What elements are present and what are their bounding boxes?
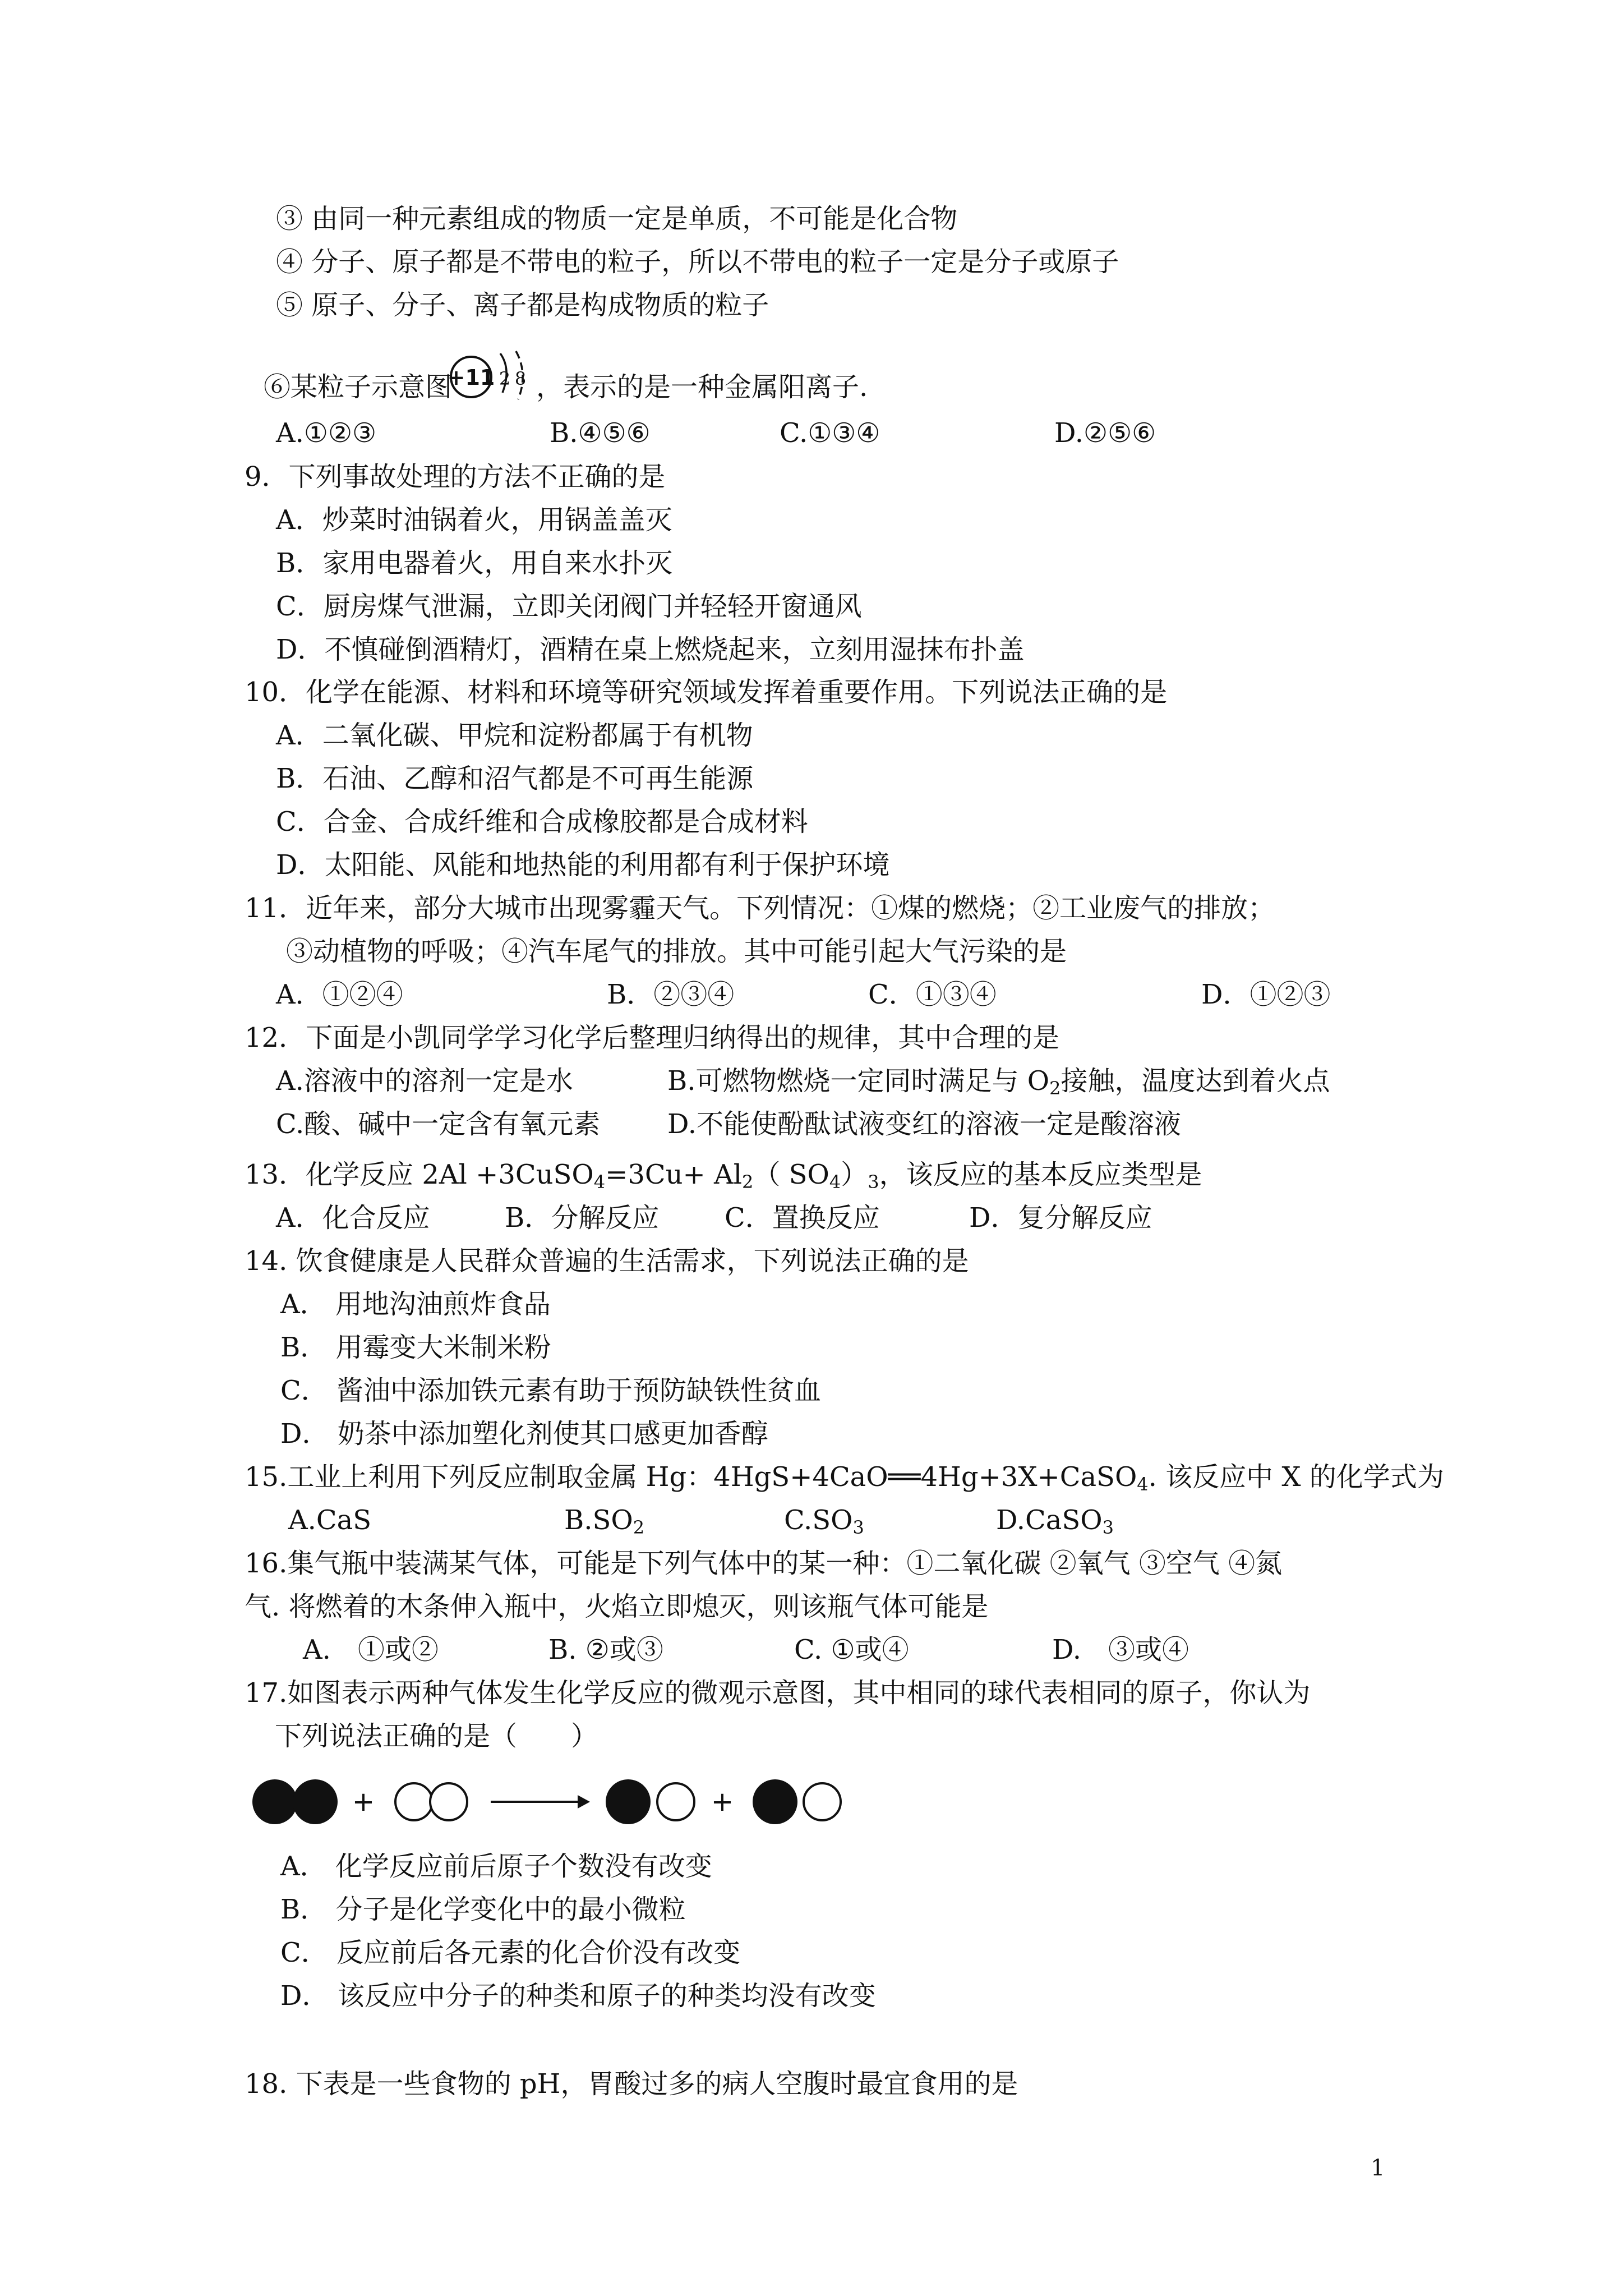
q16-option-b: B. ②或③ <box>548 1634 663 1665</box>
q11-stem-line-1: 11．近年来，部分大城市出现雾霾天气。下列情况：①煤的燃烧；②工业废气的排放； <box>245 892 1275 924</box>
q15-option-c-text: C.SO <box>784 1504 853 1536</box>
q8-option-d: D.②⑤⑥ <box>1054 417 1156 449</box>
q12-option-b-pre: B.可燃物燃烧一定同时满足与 O <box>667 1065 1050 1097</box>
q13-stem-post: ，该反应的基本反应类型是 <box>879 1159 1202 1190</box>
q8-option-b: B.④⑤⑥ <box>550 417 651 449</box>
q13-stem-mid-3: ） <box>841 1159 868 1190</box>
q11-option-b: B．②③④ <box>607 979 735 1010</box>
q13-stem-mid-1: =3Cu+ Al <box>605 1159 743 1190</box>
q10-option-c: C．合金、合成纤维和合成橡胶都是合成材料 <box>276 806 808 838</box>
page-number: 1 <box>1371 2155 1385 2181</box>
q17-option-a: A． 化学反应前后原子个数没有改变 <box>280 1851 712 1882</box>
q13-sub-2: 2 <box>742 1171 754 1193</box>
q17-stem-line-2: 下列说法正确的是（ ） <box>275 1720 598 1752</box>
q16-option-c: C. ①或④ <box>794 1634 909 1665</box>
q8-item-6-prefix: ⑥某粒子示意图 <box>264 371 453 403</box>
nucleus-charge: +11 <box>447 365 495 390</box>
q11-option-c: C．①③④ <box>868 979 997 1010</box>
q15-option-d <box>996 1503 1114 1537</box>
q12-option-c: C.酸、碱中一定含有氧元素 <box>276 1108 601 1140</box>
q10-option-b: B．石油、乙醇和沼气都是不可再生能源 <box>276 763 754 794</box>
q13-option-d: D．复分解反应 <box>969 1202 1152 1234</box>
atom-structure-diagram <box>447 365 536 404</box>
q15-option-b <box>564 1503 644 1537</box>
q15-option-d-sub: 3 <box>1102 1517 1114 1538</box>
q13-stem-pre: 13．化学反应 2Al +3CuSO <box>245 1159 594 1190</box>
plus-sign-2: + <box>711 1786 734 1818</box>
q12-option-a: A.溶液中的溶剂一定是水 <box>276 1065 573 1097</box>
q11-stem-line-2: ③动植物的呼吸；④汽车尾气的排放。其中可能引起大气污染的是 <box>286 936 1067 967</box>
q15-sub-1: 4 <box>1137 1474 1149 1495</box>
q16-stem-line-2: 气. 将燃着的木条伸入瓶中，火焰立即熄灭，则该瓶气体可能是 <box>245 1591 989 1622</box>
reaction-diagram <box>247 1773 852 1834</box>
q12-stem: 12．下面是小凯同学学习化学后整理归纳得出的规律，其中合理的是 <box>245 1022 1060 1053</box>
q18-stem: 18. 下表是一些食物的 pH，胃酸过多的病人空腹时最宜食用的是 <box>245 2068 1018 2100</box>
q17-option-b: B． 分子是化学变化中的最小微粒 <box>280 1894 686 1925</box>
q8-option-a: A.①②③ <box>276 417 377 449</box>
q12-option-d: D.不能使酚酞试液变红的溶液一定是酸溶液 <box>667 1108 1182 1140</box>
product-molecule-1 <box>606 1779 694 1824</box>
q13-sub-4: 3 <box>868 1171 879 1193</box>
q16-option-d: D. ③或④ <box>1052 1634 1189 1665</box>
shell-2-electrons: 8 <box>514 368 527 389</box>
q14-option-c: C． 酱油中添加铁元素有助于预防缺铁性贫血 <box>280 1375 821 1406</box>
q13-sub-1: 4 <box>593 1171 606 1193</box>
q15-stem <box>245 1460 1444 1494</box>
q13-option-c: C．置换反应 <box>725 1202 880 1234</box>
q17-option-d: D． 该反应中分子的种类和原子的种类均没有改变 <box>280 1980 876 2012</box>
q8-item-6 <box>264 365 868 404</box>
q10-option-d: D．太阳能、风能和地热能的利用都有利于保护环境 <box>276 849 890 881</box>
q13-stem <box>245 1158 1202 1191</box>
q15-option-d-text: D.CaSO <box>996 1504 1103 1536</box>
q12-option-b-post: 接触，温度达到着火点 <box>1061 1065 1330 1097</box>
q8-item-3: ③ 由同一种元素组成的物质一定是单质，不可能是化合物 <box>276 203 958 234</box>
q15-stem-post: . 该反应中 X 的化学式为 <box>1148 1461 1444 1493</box>
reaction-arrow <box>491 1795 590 1809</box>
q16-option-a: A. ①或② <box>303 1634 439 1665</box>
q10-option-a: A．二氧化碳、甲烷和淀粉都属于有机物 <box>276 720 753 751</box>
q8-item-4: ④ 分子、原子都是不带电的粒子，所以不带电的粒子一定是分子或原子 <box>276 246 1119 278</box>
reactant-molecule-white <box>395 1783 467 1820</box>
q10-stem: 10．化学在能源、材料和环境等研究领域发挥着重要作用。下列说法正确的是 <box>245 677 1168 708</box>
q9-option-b: B．家用电器着火，用自来水扑灭 <box>276 547 673 579</box>
shell-1-electrons: 2 <box>499 368 511 389</box>
q14-stem: 14. 饮食健康是人民群众普遍的生活需求，下列说法正确的是 <box>245 1245 969 1277</box>
reactant-molecule-black <box>252 1779 338 1824</box>
q15-stem-pre: 15.工业上利用下列反应制取金属 Hg：4HgS+4CaO══4Hg+3X+CaSO <box>245 1461 1137 1493</box>
q12-option-b <box>667 1064 1330 1098</box>
q12-option-b-sub: 2 <box>1049 1078 1061 1099</box>
q17-stem-line-1: 17.如图表示两种气体发生化学反应的微观示意图，其中相同的球代表相同的原子，你认为 <box>245 1677 1311 1709</box>
q17-option-c: C． 反应前后各元素的化合价没有改变 <box>280 1937 740 1968</box>
q9-option-d: D．不慎碰倒酒精灯，酒精在桌上燃烧起来，立刻用湿抹布扑盖 <box>276 634 1025 665</box>
q9-option-a: A．炒菜时油锅着火，用锅盖盖灭 <box>276 504 672 536</box>
q13-stem-mid-2: （ SO <box>753 1159 829 1190</box>
q15-option-b-text: B.SO <box>564 1504 633 1536</box>
q14-option-b: B． 用霉变大米制米粉 <box>280 1332 551 1363</box>
q14-option-d: D． 奶茶中添加塑化剂使其口感更加香醇 <box>280 1418 768 1450</box>
q11-option-d: D．①②③ <box>1201 979 1331 1010</box>
q13-sub-3: 4 <box>829 1171 841 1193</box>
q13-option-b: B．分解反应 <box>505 1202 660 1234</box>
q14-option-a: A． 用地沟油煎炸食品 <box>280 1289 551 1320</box>
q15-option-b-sub: 2 <box>633 1517 645 1538</box>
plus-sign-1: + <box>352 1786 375 1818</box>
q8-item-6-suffix: ，表示的是一种金属阳离子. <box>536 371 868 403</box>
q15-option-c-sub: 3 <box>852 1517 864 1538</box>
product-molecule-2 <box>753 1779 841 1824</box>
q15-option-c <box>784 1503 864 1537</box>
q8-option-c: C.①③④ <box>780 417 880 449</box>
q16-stem-line-1: 16.集气瓶中装满某气体，可能是下列气体中的某一种：①二氧化碳 ②氧气 ③空气 ④氮 <box>245 1548 1283 1579</box>
q13-option-a: A．化合反应 <box>276 1202 430 1234</box>
q8-item-5: ⑤ 原子、分子、离子都是构成物质的粒子 <box>276 289 769 321</box>
q9-stem: 9．下列事故处理的方法不正确的是 <box>245 461 666 493</box>
q15-option-a: A.CaS <box>288 1504 372 1536</box>
q9-option-c: C．厨房煤气泄漏，立即关闭阀门并轻轻开窗通风 <box>276 591 862 622</box>
q11-option-a: A．①②④ <box>276 979 403 1010</box>
